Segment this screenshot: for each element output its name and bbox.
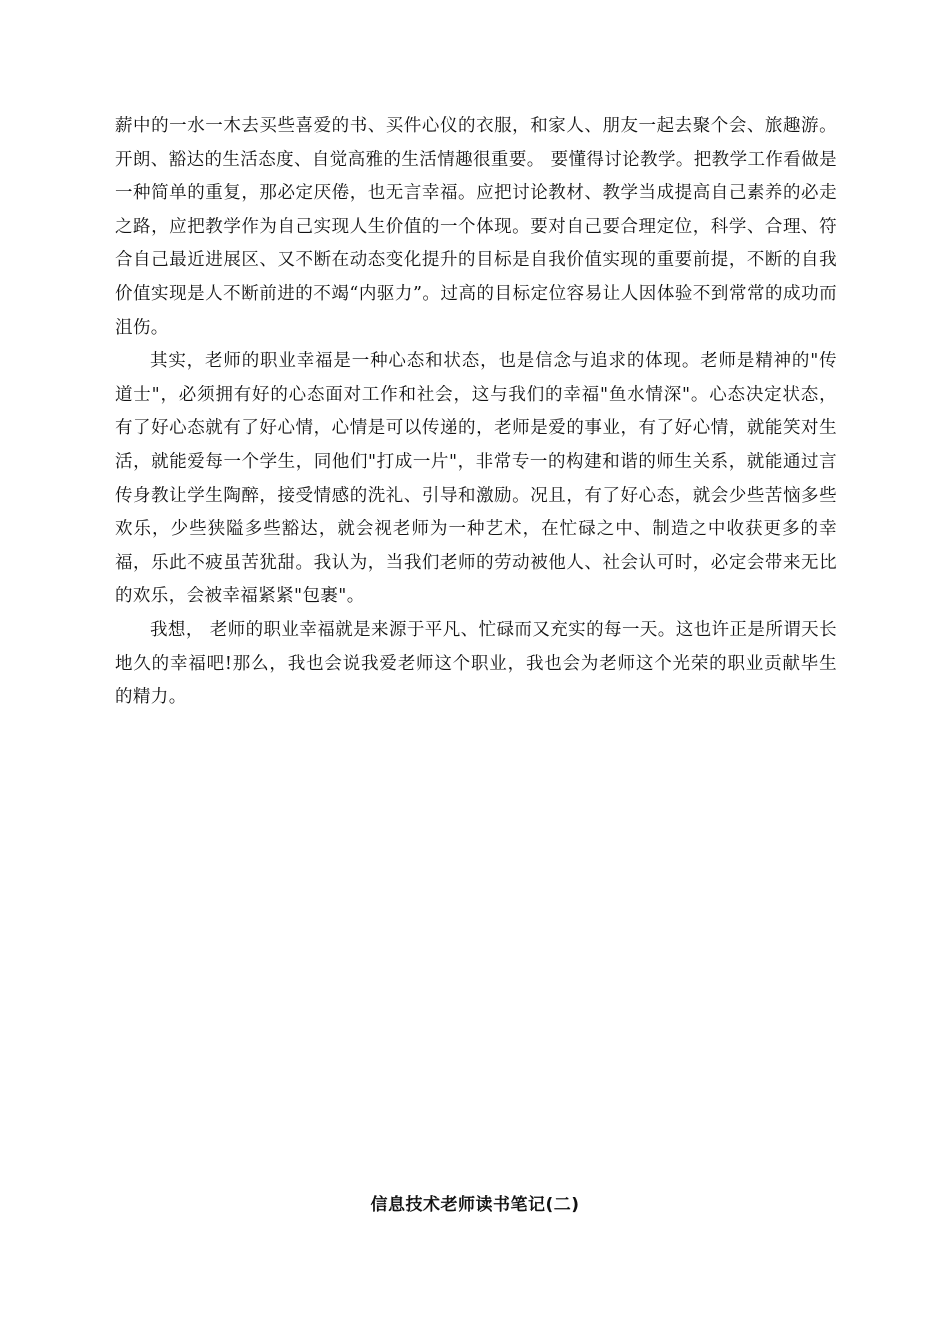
paragraph-3: 我想， 老师的职业幸福就是来源于平凡、忙碌而又充实的每一天。这也许正是所谓天长地久的幸福吧!那么，我也会说我爱老师这个职业，我也会为老师这个光荣的职业贡献毕生的精力。 [115,619,837,708]
paragraph-2: 其实，老师的职业幸福是一种心态和状态，也是信念与追求的体现。老师是精神的"传道士"，必须拥有好的心态面对工作和社会，这与我们的幸福"鱼水情深"。心态决定状态，有了好心态就有了好心情，心情是可以传递的，老师是爱的事业，有了好心情，就能笑对生活，就能爱每一个学生，同他们"打成一片"，非常专一的构建和谐的师生关系，就能通过言传身教让学生陶醉，接受情感的洗礼、引导和激励。况且，有了好心态，就会少些苦恼多些欢乐，少些狭隘多些豁达，就会视老师为一种艺术，在忙碌之中、制造之中收获更多的幸福，乐此不疲虽苦犹甜。我认为，当我们老师的劳动被他人、社会认可时，必定会带来无比的欢乐，会被幸福紧紧"包裹"。 [115,351,837,607]
next-section-title: 信息技术老师读书笔记(二) [370,1195,580,1215]
paragraph-1: 薪中的一水一木去买些喜爱的书、买件心仪的衣服，和家人、朋友一起去聚个会、旅趣游。开朗、豁达的生活态度、自觉高雅的生活情趣很重要。 要懂得讨论教学。把教学工作看做是一种简单的重复，那必定厌倦，也无言幸福。应把讨论教材、教学当成提高自己素养的必走之路，应把教学作为自己实现人生价值的一个体现。要对自己要合理定位，科学、合理、符合自己最近进展区、又不断在动态变化提升的目标是自我价值实现的重要前提，不断的自我价值实现是人不断前进的不竭“内驱力”。过高的目标定位容易让人因体验不到常常的成功而沮伤。 [115,116,837,338]
article-body [115,110,837,715]
